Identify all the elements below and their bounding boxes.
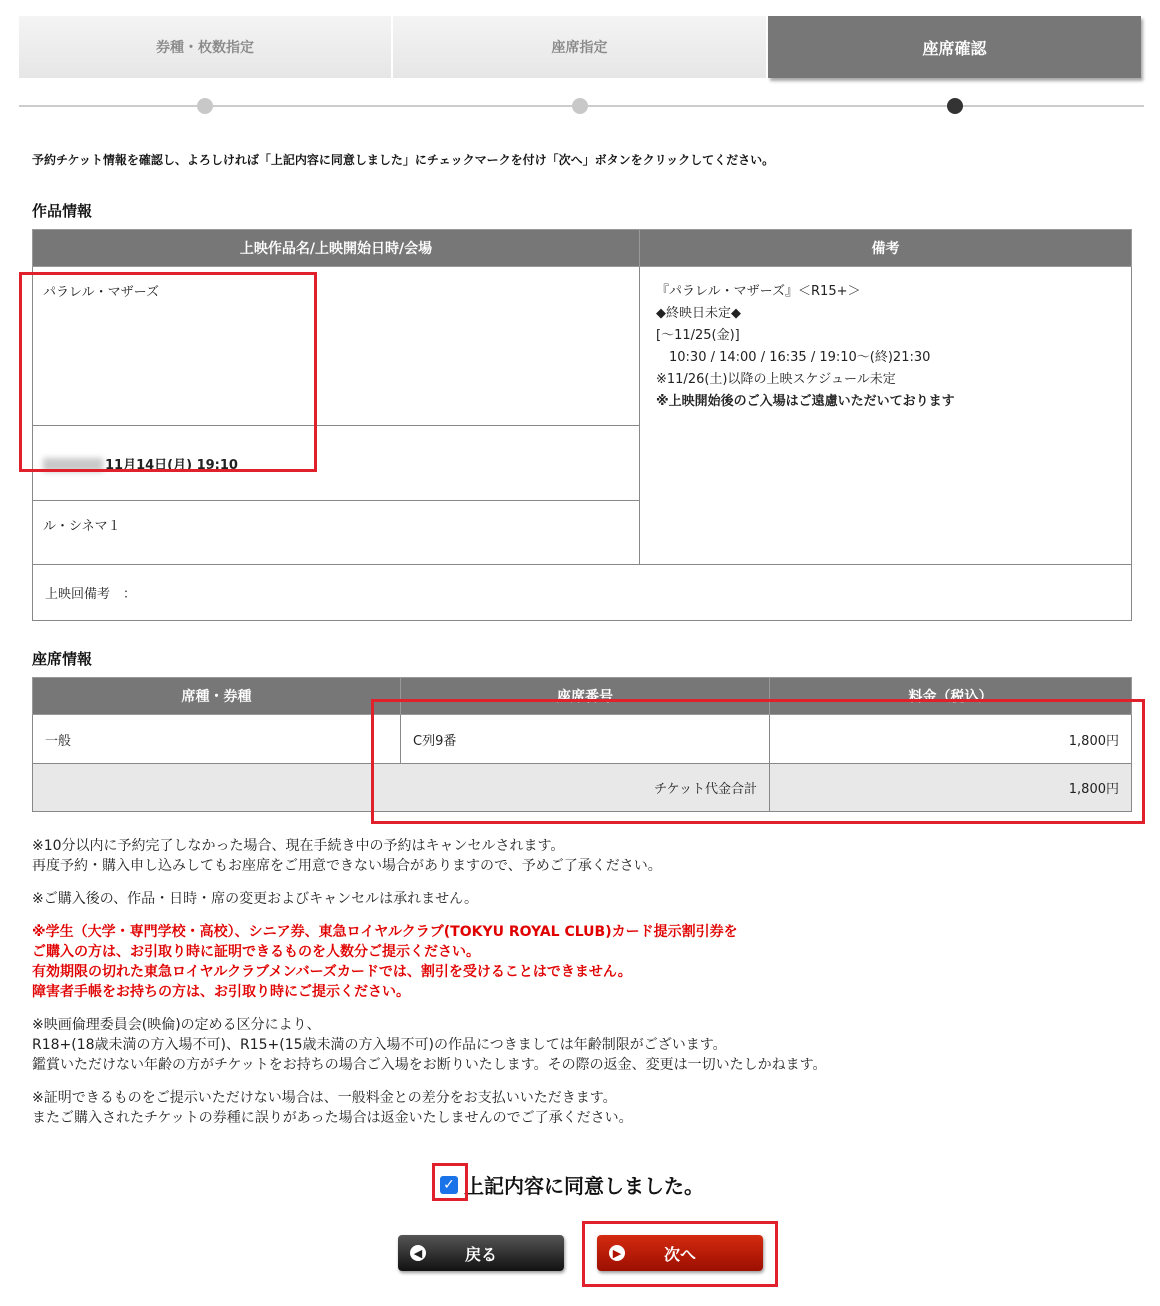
remark-line: ※上映開始後のご入場はご遠慮いただいております [656, 394, 955, 409]
note-line: 鑑賞いただけない年齢の方がチケットをお持ちの場合ご入場をお断りいたします。その際の返金、変更は一切いたしかねます。 [32, 1057, 827, 1073]
next-button[interactable] [597, 1235, 763, 1271]
remark-line: ※11/26(土)以降の上映スケジュール未定 [656, 372, 896, 387]
note-line: ※ご購入後の、作品・日時・席の変更およびキャンセルは承れません。 [32, 891, 479, 907]
col-header-seat-number: 座席番号 [401, 678, 770, 715]
note-rating [32, 1015, 827, 1075]
seat-info-title: 座席情報 [32, 650, 93, 668]
step-dot-current [947, 98, 963, 114]
seat-info-table [32, 677, 1132, 812]
show-remark: 上映回備考 ： [33, 565, 1132, 621]
note-line: ※証明できるものをご提示いただけない場合は、一般料金との差分をお支払いいただきます。 [32, 1090, 617, 1106]
arrow-right-icon: ▶ [609, 1245, 625, 1261]
note-line: R18+(18歳未満の方入場不可)、R15+(15歳未満の方入場不可)の作品につきましては年齢制限がございます。 [32, 1037, 727, 1053]
back-button[interactable] [398, 1235, 564, 1271]
step-label: 座席指定 [551, 40, 608, 56]
seat-type-cell: 一般 [33, 715, 401, 764]
next-button-label: 次へ [663, 1244, 696, 1264]
back-button-label: 戻る [464, 1244, 497, 1264]
work-remarks [640, 267, 1132, 565]
note-no-change [32, 889, 478, 909]
note-line: 有効期限の切れた東急ロイヤルクラブメンバーズカードでは、割引を受けることはできません。 [32, 964, 632, 980]
instruction-text: 予約チケット情報を確認し、よろしければ「上記内容に同意しました」にチェックマークを付け「次へ」ボタンをクリックしてください。 [32, 153, 775, 167]
col-header-remarks: 備考 [640, 230, 1132, 267]
remark-line: 『パラレル・マザーズ』＜R15+＞ [656, 284, 861, 299]
arrow-left-icon: ◀ [410, 1245, 426, 1261]
seat-number-cell: C列9番 [401, 715, 770, 764]
step-label: 券種・枚数指定 [156, 40, 254, 56]
agree-checkbox-row[interactable] [440, 1170, 704, 1199]
blurred-year [43, 458, 103, 472]
step-dot [572, 98, 588, 114]
note-line: 障害者手帳をお持ちの方は、お引取り時にご提示ください。 [32, 984, 410, 1000]
step-tab-seat-confirm [768, 16, 1141, 78]
note-line: ※学生（大学・専門学校・高校）、シニア券、東急ロイヤルクラブ(TOKYU ROYAL CLUB)カード提示割引券を [32, 924, 738, 940]
note-line: 再度予約・購入申し込みしてもお座席をご用意できない場合がありますので、予めご了承ください。 [32, 858, 662, 874]
step-label: 座席確認 [922, 38, 987, 58]
note-proof [32, 1088, 633, 1128]
col-header-price: 料金（税込） [770, 678, 1132, 715]
work-title: パラレル・マザーズ [33, 267, 640, 426]
showtime [33, 426, 640, 501]
remark-line: [～11/25(金)] [656, 328, 740, 343]
note-discount-warning [32, 922, 738, 1002]
note-line: ご購入の方は、お引取り時に証明できるものを人数分ご提示ください。 [32, 944, 480, 960]
agree-checkbox[interactable] [440, 1176, 458, 1194]
total-label: チケット代金合計 [33, 764, 770, 812]
step-tab-ticket-type [19, 16, 391, 78]
note-cancel [32, 836, 662, 876]
step-dot [197, 98, 213, 114]
remark-line: ◆終映日未定◆ [656, 306, 741, 321]
work-info-table [32, 229, 1132, 621]
agree-label[interactable]: 上記内容に同意しました。 [464, 1174, 704, 1198]
col-header-seat-type: 席種・券種 [33, 678, 401, 715]
total-value: 1,800円 [770, 764, 1132, 812]
price-cell: 1,800円 [770, 715, 1132, 764]
note-line: ※10分以内に予約完了しなかった場合、現在手続き中の予約はキャンセルされます。 [32, 838, 565, 854]
note-line: またご購入されたチケットの券種に誤りがあった場合は返金いたしませんのでご了承ください。 [32, 1110, 633, 1126]
showtime-text: 11月14日(月) 19:10 [105, 457, 238, 473]
remark-line: 10:30 / 14:00 / 16:35 / 19:10～(終)21:30 [656, 350, 931, 365]
note-line: ※映画倫理委員会(映倫)の定める区分により、 [32, 1017, 321, 1033]
work-info-title: 作品情報 [32, 202, 93, 220]
col-header-main: 上映作品名/上映開始日時/会場 [33, 230, 640, 267]
checkmark-icon: ✓ [443, 1176, 455, 1193]
venue: ル・シネマ１ [33, 501, 640, 565]
step-tab-seat-select [393, 16, 766, 78]
